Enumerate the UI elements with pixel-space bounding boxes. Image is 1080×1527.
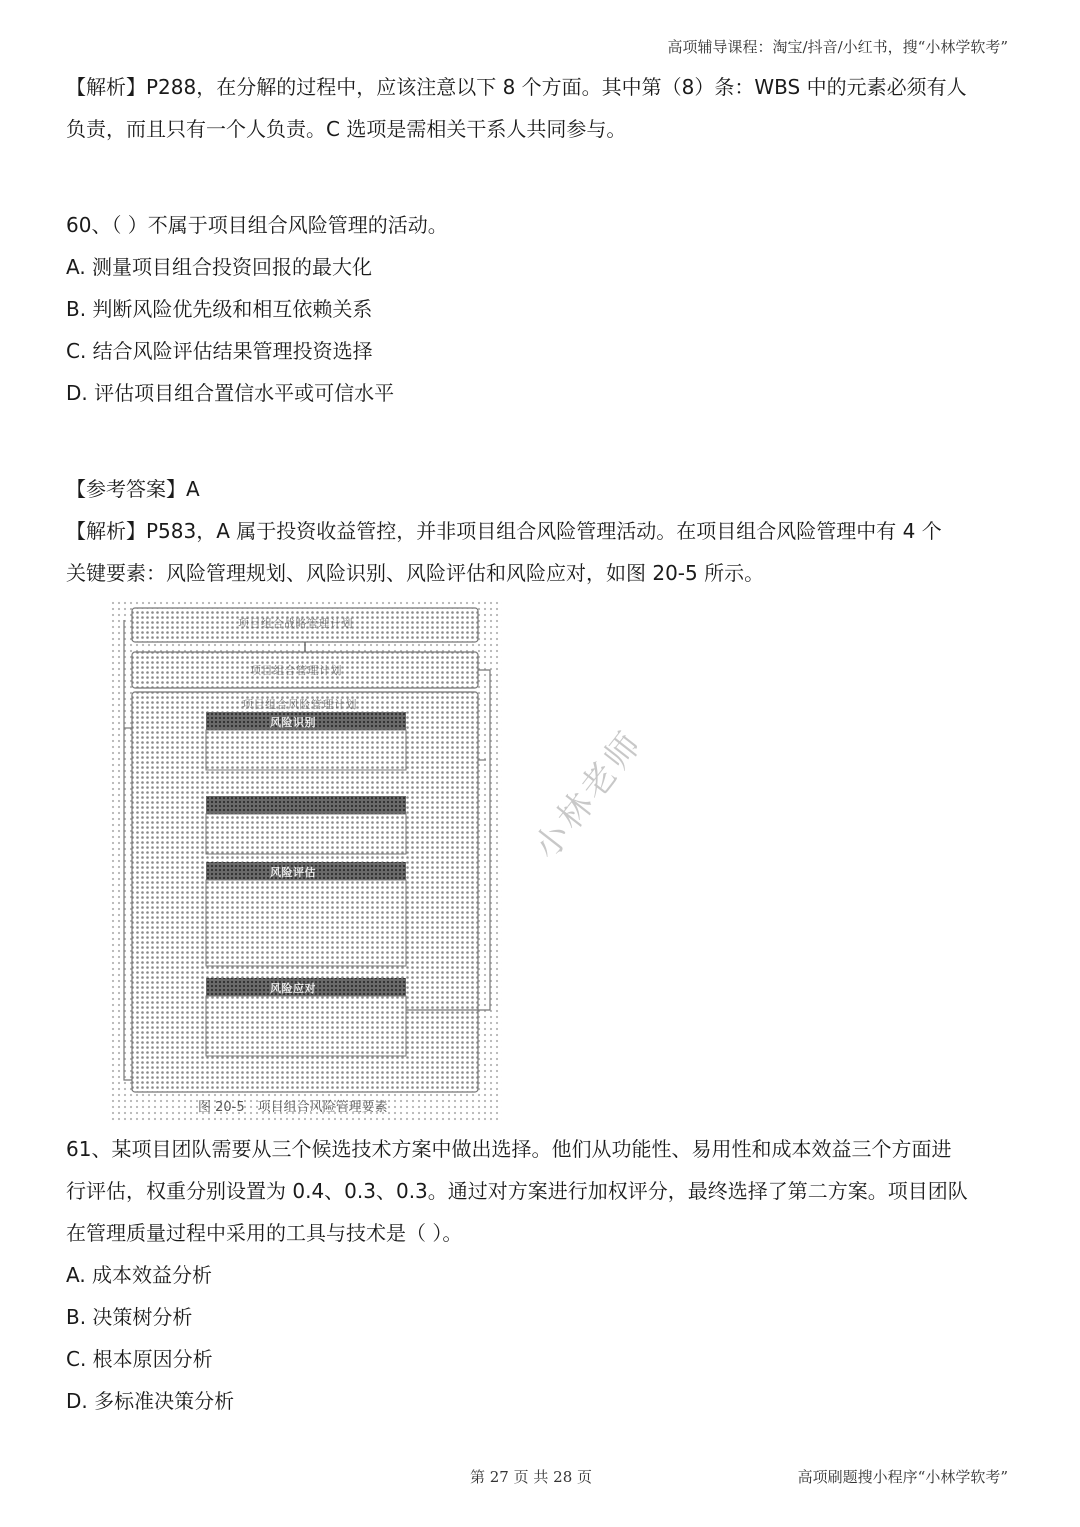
analysis-q59-line1: 【解析】P288，在分解的过程中，应该注意以下 8 个方面。其中第（8）条：WBS 中的元素必须有人	[66, 75, 967, 99]
figure-panel-assess	[206, 880, 406, 966]
figure-diagram	[110, 600, 502, 1122]
question-60: 60、（ ）不属于项目组合风险管理的活动。	[66, 213, 448, 237]
figure-watermark: 小林老师	[526, 722, 652, 867]
question-61-line3: 在管理质量过程中采用的工具与技术是（ ）。	[66, 1221, 463, 1245]
q61-option-a: A. 成本效益分析	[66, 1263, 213, 1287]
q60-analysis-line1: 【解析】P583，A 属于投资收益管控，并非项目组合风险管理活动。在项目组合风险管理中有 4 个	[66, 519, 942, 543]
q60-option-a: A. 测量项目组合投资回报的最大化	[66, 255, 373, 279]
question-61-line2: 行评估，权重分别设置为 0.4、0.3、0.3。通过对方案进行加权评分，最终选择了第二方案。项目团队	[66, 1179, 968, 1203]
footer-note: 高项刷题搜小程序“小林学软考”	[797, 1468, 1008, 1486]
figure-panel-identify	[206, 730, 406, 770]
question-61-line1: 61、某项目团队需要从三个候选技术方案中做出选择。他们从功能性、易用性和成本效益三个方面进	[66, 1137, 952, 1161]
figure-label-strategic-plan: 项目组合战略管理计划	[238, 617, 353, 630]
footer-page-number: 第 27 页 共 28 页	[470, 1468, 593, 1486]
q60-option-c: C. 结合风险评估结果管理投资选择	[66, 339, 373, 363]
q60-option-b: B. 判断风险优先级和相互依赖关系	[66, 297, 373, 321]
figure-band-assess-top	[206, 796, 406, 814]
q60-answer: 【参考答案】A	[66, 477, 200, 501]
q61-option-b: B. 决策树分析	[66, 1305, 193, 1329]
q61-option-d: D. 多标准决策分析	[66, 1389, 235, 1413]
page-content	[66, 66, 1016, 1422]
analysis-q59-line2: 负责，而且只有一个人负责。C 选项是需相关干系人共同参与。	[66, 117, 627, 141]
q60-option-d: D. 评估项目组合置信水平或可信水平	[66, 381, 395, 405]
figure-label-identify: 风险识别	[270, 716, 316, 729]
figure-panel-response	[206, 996, 406, 1056]
figure-label-assess: 风险评估	[270, 866, 316, 879]
header-note: 高项辅导课程：淘宝/抖音/小红书，搜“小林学软考”	[667, 38, 1008, 56]
q60-analysis-line2: 关键要素：风险管理规划、风险识别、风险评估和风险应对，如图 20-5 所示。	[66, 561, 765, 585]
figure-label-management-plan: 项目组合管理计划	[250, 664, 342, 677]
figure-label-response: 风险应对	[270, 982, 316, 995]
figure-panel-assess-top	[206, 814, 406, 854]
figure-label-risk-plan: 项目组合风险管理计划	[242, 698, 357, 711]
figure-caption: 图 20-5 项目组合风险管理要素	[198, 1100, 388, 1115]
figure-20-5	[110, 600, 652, 1122]
q61-option-c: C. 根本原因分析	[66, 1347, 213, 1371]
